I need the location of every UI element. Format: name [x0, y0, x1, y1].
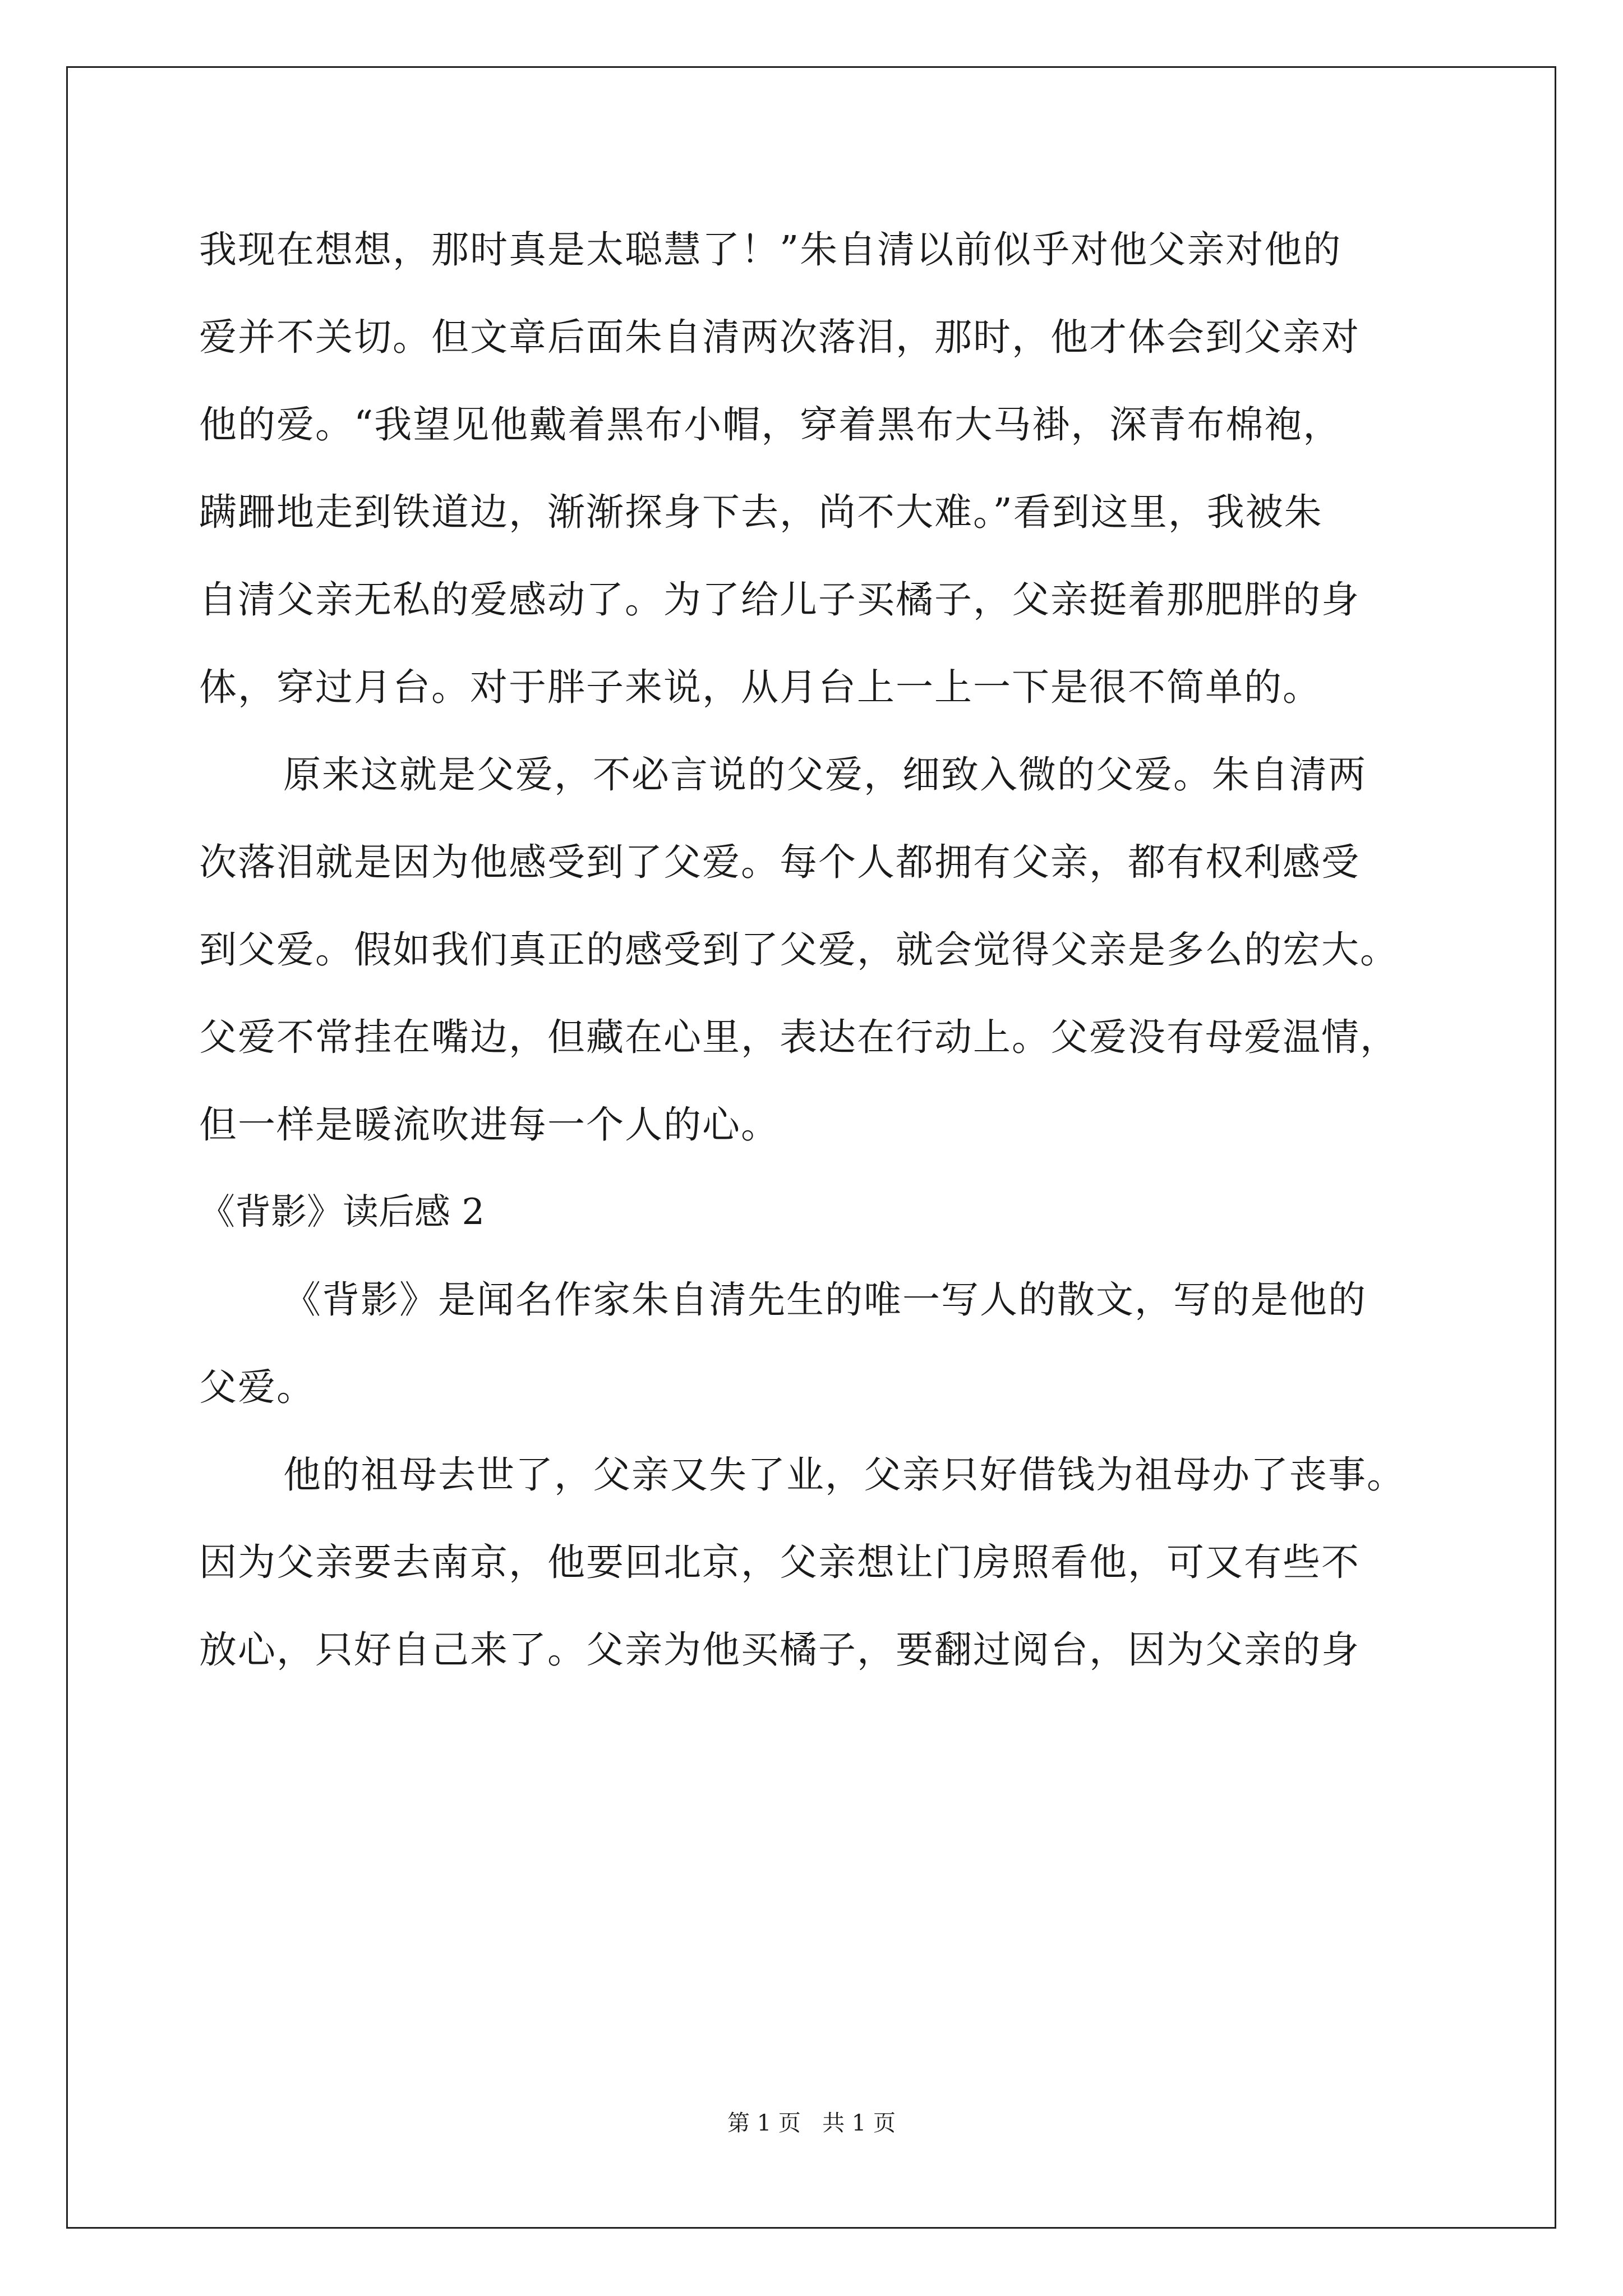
page-number-footer: 第 1 页 共 1 页 [727, 2110, 896, 2136]
paragraph-line: 放心，只好自己来了。父亲为他买橘子，要翻过阅台，因为父亲的身 [199, 1628, 1360, 1672]
paragraph-line: 《背影》是闻名作家朱自清先生的唯一写人的散文，写的是他的 [283, 1278, 1367, 1322]
paragraph-line: 我现在想想，那时真是太聪慧了！”朱自清以前似乎对他父亲对他的 [199, 228, 1342, 272]
section-heading: 《背影》读后感 2 [199, 1191, 485, 1233]
paragraph-line: 自清父亲无私的爱感动了。为了给儿子买橘子，父亲挺着那肥胖的身 [199, 578, 1360, 622]
paragraph-line: 但一样是暖流吹进每一个人的心。 [199, 1103, 780, 1147]
paragraph-line: 他的爱。“我望见他戴着黑布小帽，穿着黑布大马褂，深青布棉袍， [199, 403, 1342, 447]
paragraph-line: 体，穿过月台。对于胖子来说，从月台上一上一下是很不简单的。 [199, 665, 1321, 709]
paragraph-line: 父爱。 [199, 1365, 315, 1409]
paragraph-line: 爱并不关切。但文章后面朱自清两次落泪，那时，他才体会到父亲对 [199, 315, 1360, 359]
paragraph-line: 到父爱。假如我们真正的感受到了父爱，就会觉得父亲是多么的宏大。 [199, 928, 1399, 972]
paragraph-line: 次落泪就是因为他感受到了父爱。每个人都拥有父亲，都有权利感受 [199, 840, 1360, 884]
paragraph-line: 因为父亲要去南京，他要回北京，父亲想让门房照看他，可又有些不 [199, 1540, 1360, 1584]
paragraph-line: 父爱不常挂在嘴边，但藏在心里，表达在行动上。父爱没有母爱温情， [199, 1015, 1399, 1059]
paragraph-line: 原来这就是父爱，不必言说的父爱，细致入微的父爱。朱自清两 [283, 753, 1367, 797]
paragraph-line: 他的祖母去世了，父亲又失了业，父亲只好借钱为祖母办了丧事。 [283, 1453, 1405, 1497]
paragraph-line: 蹒跚地走到铁道边，渐渐探身下去，尚不大难。”看到这里，我被朱 [199, 490, 1323, 534]
